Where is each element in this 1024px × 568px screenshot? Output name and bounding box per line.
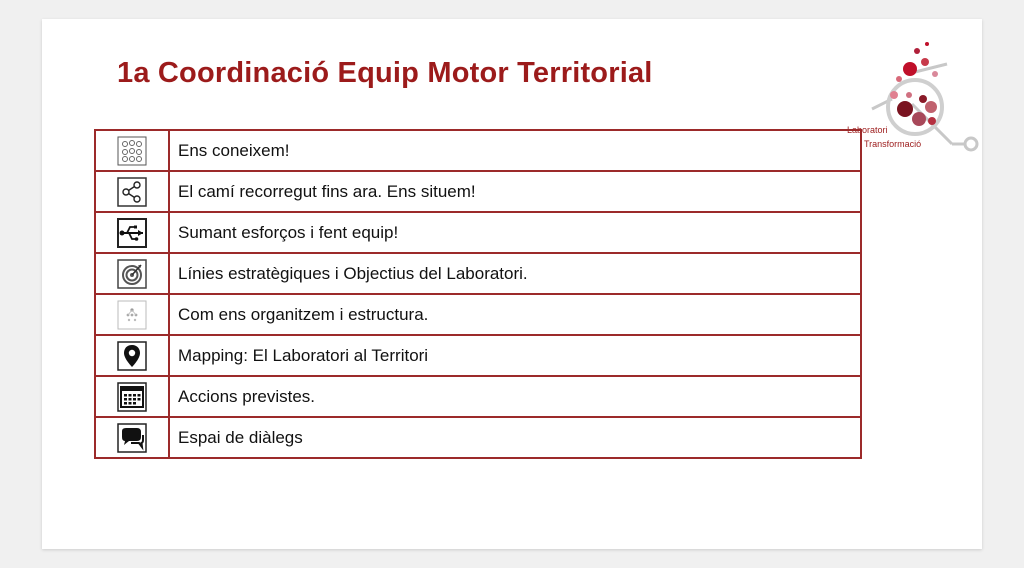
logo-text-transformacio: Transformació xyxy=(864,139,922,149)
agenda-item-label: Ens coneixem! xyxy=(169,130,861,171)
org-structure-icon xyxy=(117,300,147,330)
share-icon xyxy=(117,177,147,207)
map-pin-icon xyxy=(117,341,147,371)
agenda-row xyxy=(95,253,861,294)
agenda-item-label: El camí recorregut fins ara. Ens situem! xyxy=(169,171,861,212)
chat-bubbles-icon xyxy=(117,423,147,453)
usb-icon xyxy=(117,218,147,248)
page-title: 1a Coordinació Equip Motor Territorial xyxy=(117,57,653,89)
agenda-row xyxy=(95,417,861,458)
agenda-item-label: Com ens organitzem i estructura. xyxy=(169,294,861,335)
agenda-row xyxy=(95,335,861,376)
agenda-item-label: Sumant esforços i fent equip! xyxy=(169,212,861,253)
agenda-row xyxy=(95,376,861,417)
logo-text-laboratori: Laboratori xyxy=(847,125,888,135)
agenda-row xyxy=(95,171,861,212)
calendar-icon xyxy=(117,382,147,412)
people-network-icon xyxy=(117,136,147,166)
target-icon xyxy=(117,259,147,289)
agenda-item-label: Línies estratègiques i Objectius del Laboratori. xyxy=(169,253,861,294)
agenda-row xyxy=(95,294,861,335)
slide xyxy=(42,19,982,549)
agenda-row xyxy=(95,130,861,171)
agenda-item-label: Espai de diàlegs xyxy=(169,417,861,458)
laboratori-logo xyxy=(847,29,982,169)
agenda-table xyxy=(94,129,862,459)
agenda-item-label: Accions previstes. xyxy=(169,376,861,417)
agenda-row xyxy=(95,212,861,253)
agenda-item-label: Mapping: El Laboratori al Territori xyxy=(169,335,861,376)
